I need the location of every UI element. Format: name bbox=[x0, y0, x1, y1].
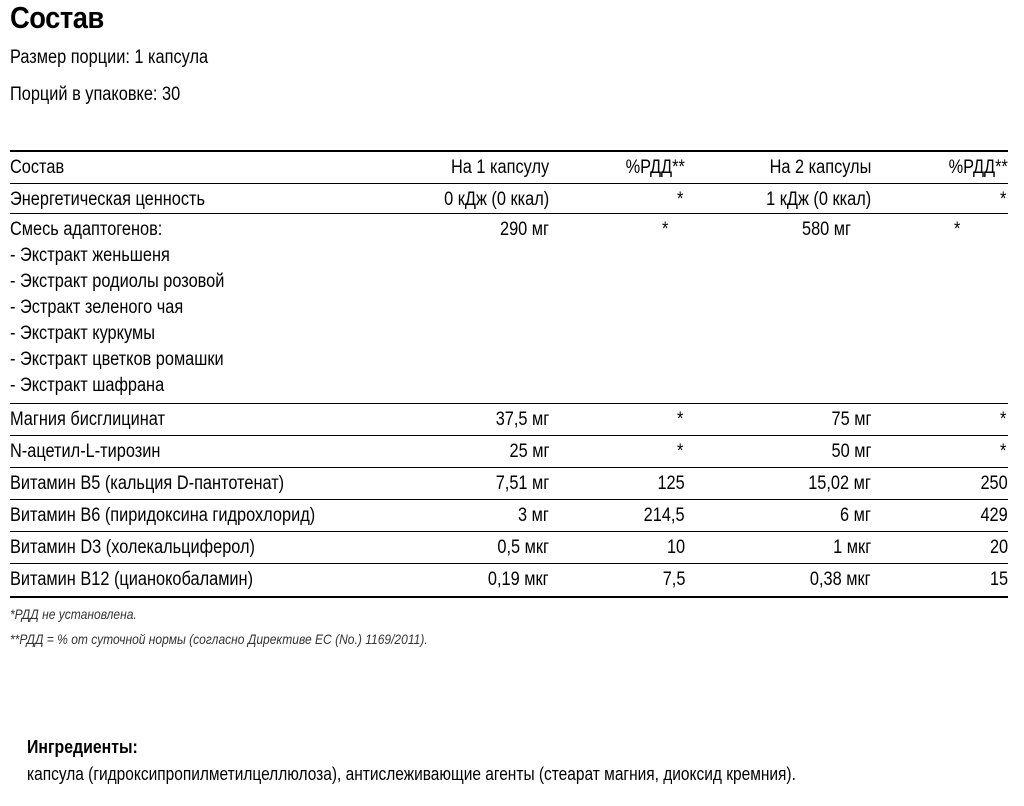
row-per2: 0,38 мкг bbox=[810, 569, 871, 590]
blend-item: - Экстракт родиолы розовой bbox=[10, 271, 225, 292]
row-name: Витамин В6 (пиридоксина гидрохлорид) bbox=[10, 505, 316, 526]
row-name: Витамин D3 (холекальциферол) bbox=[10, 537, 256, 558]
row-rdd1: 7,5 bbox=[662, 569, 685, 590]
row-rdd1: * bbox=[676, 409, 683, 430]
row-rdd1: 214,5 bbox=[644, 505, 685, 526]
row-per1: 0,19 мкг bbox=[488, 569, 549, 590]
col-header-rdd2: %РДД** bbox=[948, 157, 1008, 178]
blend-item: - Экстракт женьшеня bbox=[10, 245, 170, 266]
blend-item: - Экстракт цветков ромашки bbox=[10, 349, 224, 370]
row-rdd2: * bbox=[953, 219, 960, 240]
table-header-row bbox=[10, 152, 1008, 184]
row-per1: 25 мг bbox=[509, 441, 549, 462]
blend-item: - Экстракт куркумы bbox=[10, 323, 155, 344]
row-per2: 580 мг bbox=[801, 219, 851, 240]
ingredients-title: Ингредиенты: bbox=[27, 737, 138, 757]
row-rdd2: 20 bbox=[989, 537, 1008, 558]
row-rdd2: * bbox=[999, 441, 1006, 462]
row-rdd2: * bbox=[999, 189, 1006, 210]
blend-item: - Эстракт зеленого чая bbox=[10, 297, 184, 318]
table-row bbox=[10, 403, 1008, 435]
row-per2: 6 мг bbox=[840, 505, 871, 526]
row-name: Энергетическая ценность bbox=[10, 189, 206, 210]
row-name: Витамин В12 (цианокобаламин) bbox=[10, 569, 254, 590]
row-per1: 3 мг bbox=[518, 505, 549, 526]
col-header-rdd1: %РДД** bbox=[625, 157, 685, 178]
footnote-rdd-not-set: *РДД не установлена. bbox=[10, 606, 137, 622]
table-row bbox=[10, 184, 1008, 213]
row-rdd1: * bbox=[661, 219, 668, 240]
row-rdd1: 10 bbox=[666, 537, 685, 558]
servings-per-container: Порций в упаковке: 30 bbox=[10, 84, 181, 105]
col-header-name: Состав bbox=[10, 157, 65, 178]
row-per2: 15,02 мг bbox=[808, 473, 871, 494]
row-rdd1: * bbox=[676, 189, 683, 210]
serving-size: Размер порции: 1 капсула bbox=[10, 47, 209, 68]
row-rdd2: * bbox=[999, 409, 1006, 430]
table-row bbox=[10, 467, 1008, 499]
composition-table bbox=[10, 150, 1008, 598]
col-header-per2: На 2 капсулы bbox=[769, 157, 871, 178]
row-rdd2: 429 bbox=[980, 505, 1008, 526]
blend-item: - Экстракт шафрана bbox=[10, 375, 165, 396]
row-per2: 75 мг bbox=[831, 409, 871, 430]
row-per1: 37,5 мг bbox=[495, 409, 549, 430]
row-name: N-ацетил-L-тирозин bbox=[10, 441, 161, 462]
row-per1: 7,51 мг bbox=[495, 473, 549, 494]
table-row bbox=[10, 499, 1008, 531]
adaptogen-blend-cell bbox=[10, 217, 259, 399]
col-header-per1: На 1 капсулу bbox=[450, 157, 549, 178]
row-per1: 290 мг bbox=[499, 219, 549, 240]
page-title: Состав bbox=[10, 0, 104, 35]
ingredients-text: капсула (гидроксипропилметилцеллюлоза), антислеживающие агенты (стеарат магния, диоксид кремния). bbox=[27, 764, 796, 784]
row-name: Смесь адаптогенов: bbox=[10, 219, 163, 240]
row-per1: 0,5 мкг bbox=[497, 537, 549, 558]
footnote-rdd-definition: **РДД = % от суточной нормы (согласно Директиве ЕС (No.) 1169/2011). bbox=[10, 631, 428, 647]
table-row bbox=[10, 213, 1008, 403]
row-rdd2: 250 bbox=[980, 473, 1008, 494]
table-row bbox=[10, 531, 1008, 563]
row-rdd1: * bbox=[676, 441, 683, 462]
row-name: Магния бисглицинат bbox=[10, 409, 166, 430]
row-per2: 50 мг bbox=[831, 441, 871, 462]
table-row bbox=[10, 563, 1008, 596]
row-per1: 0 кДж (0 ккал) bbox=[443, 189, 549, 210]
row-name: Витамин В5 (кальция D-пантотенат) bbox=[10, 473, 285, 494]
row-per2: 1 мкг bbox=[833, 537, 871, 558]
table-row bbox=[10, 435, 1008, 467]
row-per2: 1 кДж (0 ккал) bbox=[765, 189, 871, 210]
row-rdd1: 125 bbox=[657, 473, 685, 494]
row-rdd2: 15 bbox=[989, 569, 1008, 590]
